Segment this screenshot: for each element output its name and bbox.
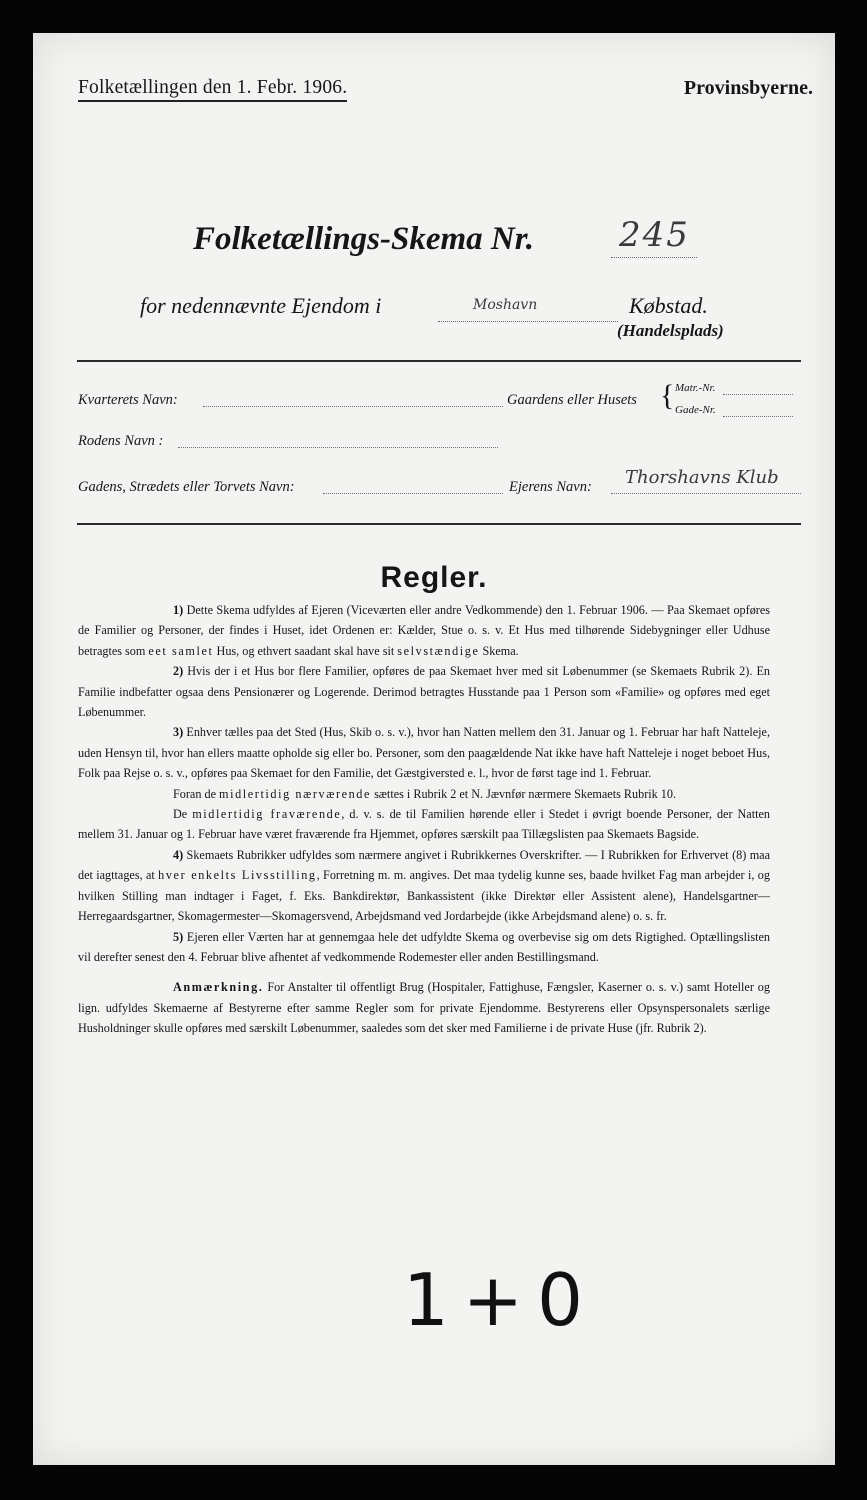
gade-nr-line xyxy=(723,416,793,417)
handwritten-total: 1+0 xyxy=(403,1258,597,1342)
ejer-line xyxy=(611,493,801,494)
rules-title: Regler. xyxy=(380,561,488,594)
rode-label: Rodens Navn : xyxy=(78,433,164,449)
form-title: Folketællings-Skema Nr. xyxy=(193,221,535,257)
rule-1: 1) Dette Skema udfyldes af Ejeren (Viceværten eller andre Vedkommende) den 1. Februar 1906. — Paa Skemaet opføres de Familier og Personer, der findes i Huset, idet Ordenen er: Kælder, Stue o. s. v. Et Hus med tilhørende Sidebygninger eller Udhuse betragtes som eet samlet Hus, og ethvert saadant skal have sit selvstændige Skema. xyxy=(78,603,770,658)
divider-bottom xyxy=(77,523,801,525)
rode-line xyxy=(178,447,498,448)
matr-label: Matr.-Nr. xyxy=(675,382,716,394)
rule-3c: De midlertidig fraværende, d. v. s. de til Familien hørende eller i Stedet i øvrigt boende Personer, der Natten mellem 31. Januar og 1. Februar have været fraværende fra Hjemmet, opføres særskilt paa Tillægslisten paa Skemaets Bagside. xyxy=(78,807,770,842)
rule-2: 2) Hvis der i et Hus bor flere Familier, opføres de paa Skemaet hver med sit Løbenummer (se Skemaets Rubrik 2). En Familie indbefatter ogsaa dens Pensionærer og Logerende. Derimod betragtes Husstande paa 1 Person som «Familie» og opføres med eget Løbenummer. xyxy=(78,664,770,720)
form-number-line xyxy=(611,257,697,258)
form-number-handwritten: 245 xyxy=(619,215,690,255)
rule-4: 4) Skemaets Rubrikker udfyldes som nærmere angivet i Rubrikkernes Overskrifter. — I Rubrikken for Erhvervet (8) maa det iagttages, at hver enkelts Livsstilling, Forretning m. m. angives. Det maa tydelig kunne ses, baade hvilket Fag man arbejder i, og hvilken Stilling man indtager i Faget, f. Eks. Bankdirektør, Bankassistent (ikke Direktør eller Assistent alene), Handelsgartner—Herregaardsgartner, Skomagermester—Skomagersvend, Arbejdsmand ved Jordarbejde (ikke Arbejdsmand alene) o. s. fr. xyxy=(78,847,770,924)
ejer-label: Ejerens Navn: xyxy=(509,479,592,495)
rules-body xyxy=(78,600,770,1039)
census-form-page xyxy=(33,33,835,1465)
gaard-label: Gaardens eller Husets xyxy=(507,392,637,408)
matr-line xyxy=(723,394,793,395)
town-handwritten: Moshavn xyxy=(473,297,538,313)
owner-handwritten: Thorshavns Klub xyxy=(625,467,779,488)
census-header: Folketællingen den 1. Febr. 1906. xyxy=(78,77,347,102)
gade-label: Gadens, Strædets eller Torvets Navn: xyxy=(78,479,295,495)
region-label: Provinsbyerne. xyxy=(683,77,813,99)
rule-3: 3) Enhver tælles paa det Sted (Hus, Skib o. s. v.), hvor han Natten mellem den 31. Januar og 1. Februar har haft Natteleje, uden Hensyn til, hvor han ellers maatte opholde sig eller bo. Personer, som den paagældende Nat ikke have haft Natteleje i noget beboet Hus, Folk paa Rejse o. s. v., opføres paa Skemaet for den Familie, det Gæstgiversted e. l., hvor de først tage ind 1. Februar. xyxy=(78,725,770,781)
town-line xyxy=(438,321,618,322)
form-subtitle: for nedennævnte Ejendom i xyxy=(140,293,382,318)
kvarter-line xyxy=(203,406,503,407)
town-type-alt: (Handelsplads) xyxy=(617,321,724,340)
divider-top xyxy=(77,360,801,362)
brace-glyph: { xyxy=(660,379,675,412)
gade-nr-label: Gade-Nr. xyxy=(675,404,716,416)
rule-3b: Foran de midlertidig nærværende sættes i Rubrik 2 et N. Jævnfør nærmere Skemaets Rubrik 10. xyxy=(173,786,677,801)
kvarter-label: Kvarterets Navn: xyxy=(78,392,178,408)
rules-note: Anmærkning. For Anstalter til offentligt Brug (Hospitaler, Fattighuse, Fængsler, Kaserner o. s. v.) samt Hoteller og lign. udfyldes Skemaerne af Bestyrerne efter samme Regler som for private Ejendomme. Bestyrerens eller Opsynspersonalets særlige Husholdninger skulle opføres med særskilt Løbenummer, saaledes som det sker med Familierne i de private Huse (jfr. Rubrik 2). xyxy=(78,980,770,1036)
town-type: Købstad. xyxy=(629,293,708,318)
gade-line xyxy=(323,493,503,494)
rule-5: 5) Ejeren eller Værten har at gennemgaa hele det udfyldte Skema og overbevise sig om dets Rigtighed. Optællingslisten vil derefter senest den 4. Februar blive afhentet af vedkommende Rodemester eller anden Bestillingsmand. xyxy=(78,929,770,964)
